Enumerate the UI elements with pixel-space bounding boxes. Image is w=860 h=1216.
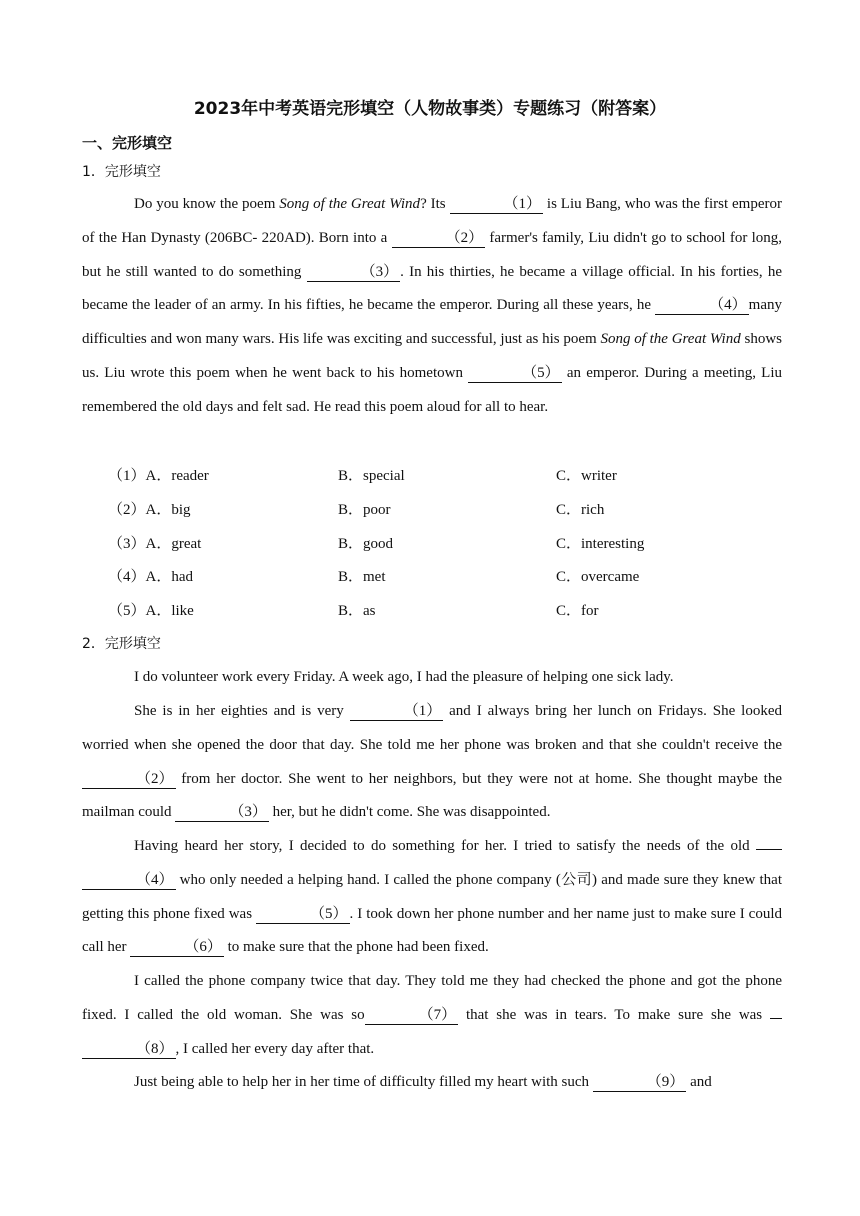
passage-paragraph <box>82 695 782 830</box>
poem-title: Song of the Great Wind <box>279 196 421 212</box>
option-row <box>108 464 788 486</box>
passage-text: many difficulties and won many wars. His life was exciting and successful, just as his poem <box>82 297 782 348</box>
passage-text: her, but he didn't come. She was disappointed. <box>268 804 551 821</box>
passage-text: I called the phone company twice that day. They told me they had checked the phone and got the phone fixed. I called the old woman. She was so <box>82 973 782 1023</box>
passage-text: and <box>686 1074 712 1090</box>
option-a: （2）A．big <box>108 501 191 518</box>
option-c: C．rich <box>556 501 605 518</box>
passage-text: is Liu Bang, who was the first emperor of the Han Dynasty (206BC- 220AD). Born into a <box>82 196 782 246</box>
option-row <box>108 532 788 554</box>
passage-text: shows us. Liu wrote this poem when he went back to his hometown <box>82 331 782 381</box>
option-b: B．met <box>338 569 386 586</box>
passage-text: I do volunteer work every Friday. A week ago, I had the pleasure of helping one sick lady. <box>134 669 674 685</box>
option-b: B．good <box>338 535 394 552</box>
passage-text: , I called her every day after that. <box>175 1040 375 1057</box>
passage-text: who only needed a helping hand. I called the phone company (公司) and made sure they knew that getting this phone fixed was <box>82 871 782 922</box>
option-c: C．for <box>556 603 599 620</box>
option-row <box>108 565 788 587</box>
passage-paragraph <box>82 1066 782 1100</box>
section-heading: 一、完形填空 <box>82 134 173 152</box>
passage-text: ? Its <box>420 196 450 212</box>
passage-text: to make sure that the phone had been fixed. <box>223 939 489 956</box>
option-row <box>108 498 788 520</box>
option-c: C．writer <box>556 468 617 484</box>
passage-text: that she was in tears. To make sure she was <box>458 1006 770 1023</box>
option-c: C．overcame <box>556 569 640 586</box>
passage-text: She is in her eighties and is very <box>134 703 350 719</box>
passage-text: an emperor. During a meeting, Liu remembered the old days and felt sad. He read this poem aloud for all to hear. <box>82 364 783 415</box>
passage-paragraph <box>82 661 782 695</box>
question-2-heading: 2．完形填空 <box>82 636 161 652</box>
option-a: （5）A．like <box>108 603 194 620</box>
answer-blank: （5） <box>468 364 562 383</box>
option-b: B．special <box>338 468 405 484</box>
option-c: C．interesting <box>556 535 645 552</box>
passage-paragraph <box>82 965 782 1066</box>
answer-blank: （5） <box>256 905 350 924</box>
answer-blank: （7） <box>365 1006 459 1025</box>
answer-blank: （4） <box>82 871 176 890</box>
option-row <box>108 599 788 621</box>
option-a: （4）A．had <box>108 569 193 586</box>
question-1-heading: 1．完形填空 <box>82 164 161 180</box>
passage-text: Do you know the poem <box>134 196 280 212</box>
answer-blank: （9） <box>593 1073 687 1092</box>
answer-blank <box>756 849 782 850</box>
page-title: 2023年中考英语完形填空（人物故事类）专题练习（附答案） <box>193 99 667 119</box>
passage-text: and I always bring her lunch on Fridays. She looked worried when she opened the door that day. She told me her phone was broken and that she couldn't receive the <box>82 703 782 753</box>
answer-blank: （3） <box>175 803 269 822</box>
answer-blank <box>770 1018 782 1019</box>
passage-text: . In his thirties, he became a village official. In his forties, he became the leader of an army. In his fifties, he became the emperor. During all these years, he <box>82 263 782 314</box>
option-b: B．as <box>338 603 376 620</box>
answer-blank: （8） <box>82 1040 176 1059</box>
answer-blank: （1） <box>450 195 544 214</box>
answer-blank: （6） <box>130 938 224 957</box>
answer-blank: （1） <box>350 702 444 721</box>
option-a: （1）A．reader <box>108 468 209 484</box>
answer-blank: （4） <box>655 296 749 315</box>
poem-title: Song of the Great Wind <box>600 331 741 348</box>
option-a: （3）A．great <box>108 535 202 552</box>
passage-text: Having heard her story, I decided to do something for her. I tried to satisfy the needs of the old <box>134 838 756 854</box>
passage-text: . I took down her phone number and her name just to make sure I could call her <box>82 905 782 956</box>
passage-text: from her doctor. She went to her neighbors, but they were not at home. She thought maybe the mailman could <box>82 770 782 821</box>
question-1-passage <box>82 188 782 425</box>
passage-text: Just being able to help her in her time of difficulty filled my heart with such <box>134 1074 593 1090</box>
passage-text: farmer's family, Liu didn't go to school for long, but he still wanted to do something <box>82 229 782 280</box>
answer-blank: （3） <box>307 263 401 282</box>
answer-blank: （2） <box>82 770 176 789</box>
passage-paragraph <box>82 830 782 965</box>
answer-blank: （2） <box>392 229 486 248</box>
option-b: B．poor <box>338 501 391 518</box>
